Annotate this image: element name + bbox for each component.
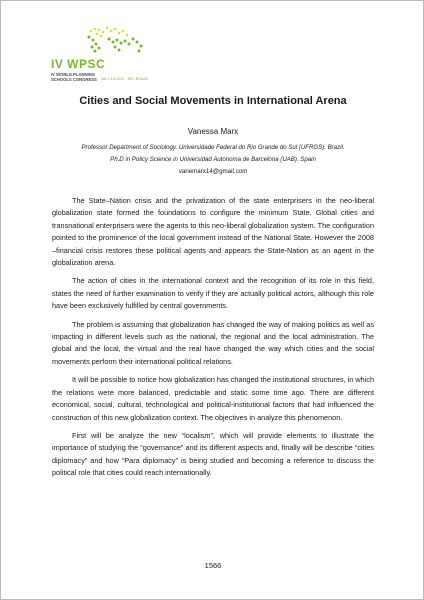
paragraph: First will be analyze the new “localism”, which will provide elements to illustrate the importance of studying the “governance” and its different aspects and, finally will be describe “cities diplomacy” and how “Para diplomacy” is being studied and becoming a reference to discuss the political role that cities could reach internationally. bbox=[52, 430, 374, 478]
paragraph: It will be possible to notice how globalization has changed the institutional structures, in which the relations were more balanced, predictable and static some time ago. There are different economical, social, cultural, technological and political-institutional factors that had influenced the construction of this new globalization context. The objectives in analyze this phenomenon. bbox=[52, 375, 374, 422]
page-number: 1566 bbox=[204, 561, 222, 570]
author-affiliation-1: Professor Department of Sociology. Universidade Federal do Rio Grande do Sul (UFRGS). Brazil. bbox=[81, 144, 345, 151]
author-affiliation-2: Ph.D in Policy Science in Universidad Autonoma de Barcelona (UAB). Spain bbox=[110, 156, 316, 163]
body-text bbox=[52, 195, 374, 486]
author-email: vanemarx14@gmail.com bbox=[178, 168, 248, 175]
conference-logo bbox=[51, 19, 161, 85]
paragraph: The State–Nation crisis and the privatization of the state enterprisers in the neo-liberal globalization state formed the foundations to configure the minimum State. Global cities and transnational enterprisers were the agents to this neo-liberal globalization system. The configuration pointed to the prominence of the local government instead of the National State. However the 2008 –financial crisis restores these political agents and appears the State-Nation as an agent in the globalization arena. bbox=[52, 196, 374, 268]
paragraph: The problem is assuming that globalization has changed the way of making politics as well as impacting in different levels such as the national, the regional and the local administration. The global and the local, the virtual and the real have changed the way which cities and the social movements perform their international political relations. bbox=[52, 319, 374, 366]
logo-subtitle bbox=[51, 72, 97, 82]
paragraph: The action of cities in the international context and the recognition of its role in this field, states the need of further examination to verify if they are actually political actors, although this role have been exclusively fulfilled by central governments. bbox=[52, 276, 374, 311]
logo-subtitle-line-2: SCHOOLS CONGRESS bbox=[51, 77, 97, 82]
paper-title: Cities and Social Movements in International Arena bbox=[79, 95, 347, 107]
world-map-icon bbox=[51, 19, 161, 59]
author-name: Vanessa Marx bbox=[187, 127, 239, 136]
logo-subtitle-line-1: IV WORLD PLANNING bbox=[51, 72, 95, 77]
logo-tagline: JULY 4-8 2011 · RIO, BRAZIL bbox=[101, 77, 149, 81]
logo-title: IV WPSC bbox=[51, 57, 106, 71]
